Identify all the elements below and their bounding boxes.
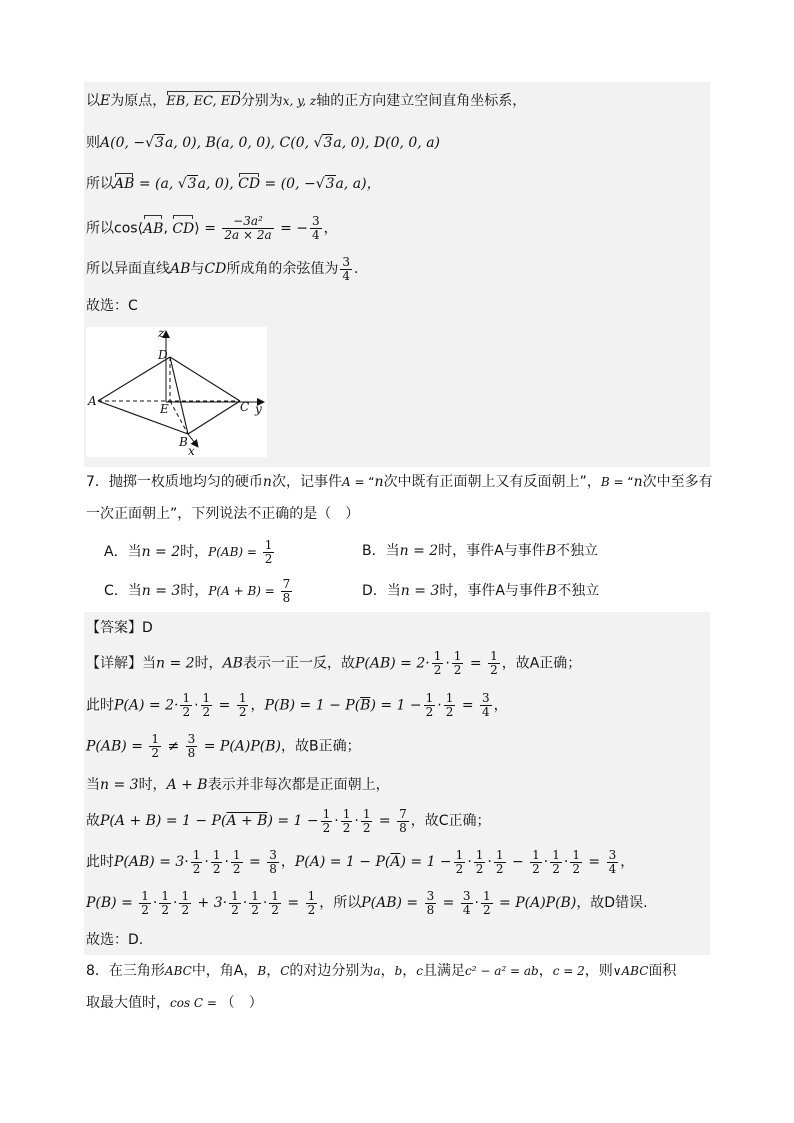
solution-line-2: 则A(0, −√3a, 0), B(a, 0, 0), C(0, √3a, 0), D(0, 0, a) (86, 135, 441, 151)
label-d: D (158, 348, 168, 362)
fraction: $\frac{3}{4}$ (312, 214, 320, 242)
label-x: x (188, 444, 195, 457)
q8-stem-line-2: 取最大值时，cos C = （ ） (86, 995, 263, 1011)
detail-line-3: P(AB) = $\frac{1}{2}$ ≠ $\frac{3}{8}$ = P(A)P(B)，故B正确； (86, 732, 361, 760)
edge-ab (98, 401, 188, 434)
solution-line-3: 所以AB = (a, √3a, 0), CD = (0, −√3a, a)， (86, 176, 381, 192)
solution-line-1: 以E为原点，EB, EC, ED分别为x, y, z轴的正方向建立空间直角坐标系， (86, 91, 526, 112)
q7-option-a[interactable]: A．当n = 2时，P(AB) = $\frac{1}{2}$ (104, 537, 273, 566)
pyramid-figure (86, 327, 267, 457)
label-a: A (88, 394, 97, 408)
solution-line-4: 所以cos⟨AB, CD⟩ = $\frac{\text{−3a²}}{2a \times 2a}$ = − $\frac{3}{4}$ ， (86, 214, 338, 242)
pyramid-diagram (86, 327, 267, 457)
q7-stem-line-1: 7．抛掷一枚质地均匀的硬币n次，记事件A = “n次中既有正面朝上又有反面朝上”，B = “n次中至多有 (86, 474, 713, 490)
label-e: E (160, 402, 169, 416)
edge-dc (170, 357, 240, 401)
detail-line-6: 此时P(AB) = 3· $\frac{1}{2}$ · $\frac{1}{2}$ · $\frac{1}{2}$ = $\frac{3}{8}$ ，$P(A) = 1 - P(\overline{A}) = 1$ − $\frac{1}{2}$ · $\frac{1}{2}$ · $\frac{1}{2}$ − $\frac{1}{2}$ · $\frac{1}{2}$ · $\frac{1}{2}$ = $\frac{3}{4}$ ， (86, 847, 635, 876)
fraction: $\frac{3}{4}$ (342, 254, 350, 283)
fraction: $\frac{1}{2}$ (264, 537, 273, 566)
detail-line-7: P(B) = $\frac{1}{2}$ · $\frac{1}{2}$ · $\frac{1}{2}$ + 3· $\frac{1}{2}$ · $\frac{1}{2}$ · $\frac{1}{2}$ = $\frac{1}{2}$ ，所以P(AB) = $\frac{3}{8}$ = $\frac{3}{4}$ · $\frac{1}{2}$ = P(A)P(B)，故D错误. (86, 888, 648, 917)
q7-option-c[interactable]: C．当n = 3时，P(A + B) = $\frac{7}{8}$ (104, 576, 291, 605)
detail-choice-d: 故选：D. (86, 932, 144, 948)
q7-option-b[interactable]: B．当n = 2时，事件A与事件B不独立 (362, 543, 599, 559)
q8-stem-line-1: 8．在三角形ABC中，角A，B，C的对边分别为a，b，c且满足c² − a² = ab，c = 2，则∨ABC面积 (86, 963, 677, 979)
detail-line-2: 此时P(A) = 2· $\frac{1}{2}$ · $\frac{1}{2}$ = $\frac{1}{2}$ ，$P(B) = 1 - P(\overline{B}) = 1$ − $\frac{1}{2}$ · $\frac{1}{2}$ = $\frac{3}{4}$ ， (86, 691, 508, 719)
label-z: z (158, 327, 165, 340)
fraction: $\frac{7}{8}$ (282, 576, 291, 605)
fraction: $\frac{\text{−3a²}}{2a \times 2a}$ (224, 214, 272, 242)
detail-line-4: 当n = 3时，A + B表示并非每次都是正面朝上， (86, 777, 390, 793)
edge-db (170, 357, 188, 434)
solution-line-5: 所以异面直线AB与CD所成角的余弦值为 $\frac{3}{4}$ . (86, 254, 359, 283)
detail-line-1: 【详解】当n = 2时，AB表示一正一反，故P(AB) = 2· $\frac{1}{2}$ · $\frac{1}{2}$ = $\frac{1}{2}$ ，故A正确； (86, 649, 582, 677)
q7-option-d[interactable]: D．当n = 3时，事件A与事件B不独立 (362, 583, 600, 599)
label-b: B (179, 435, 188, 449)
label-y: y (255, 402, 262, 416)
solution-choice-c: 故选：C (86, 298, 138, 314)
q7-stem-line-2: 一次正面朝上”，下列说法不正确的是（ ） (86, 506, 360, 522)
edge-ad (98, 357, 170, 401)
edge-bc (188, 401, 240, 434)
dashed-eb (170, 401, 188, 434)
answer-label: 【答案】D (86, 620, 153, 636)
label-c: C (240, 400, 250, 414)
detail-line-5: 故P(A + B) = 1 − P(A + B) = 1 − $\frac{1}{2}$ · $\frac{1}{2}$ · $\frac{1}{2}$ = $\frac{7}{8}$ ，故C正确； (86, 806, 491, 835)
